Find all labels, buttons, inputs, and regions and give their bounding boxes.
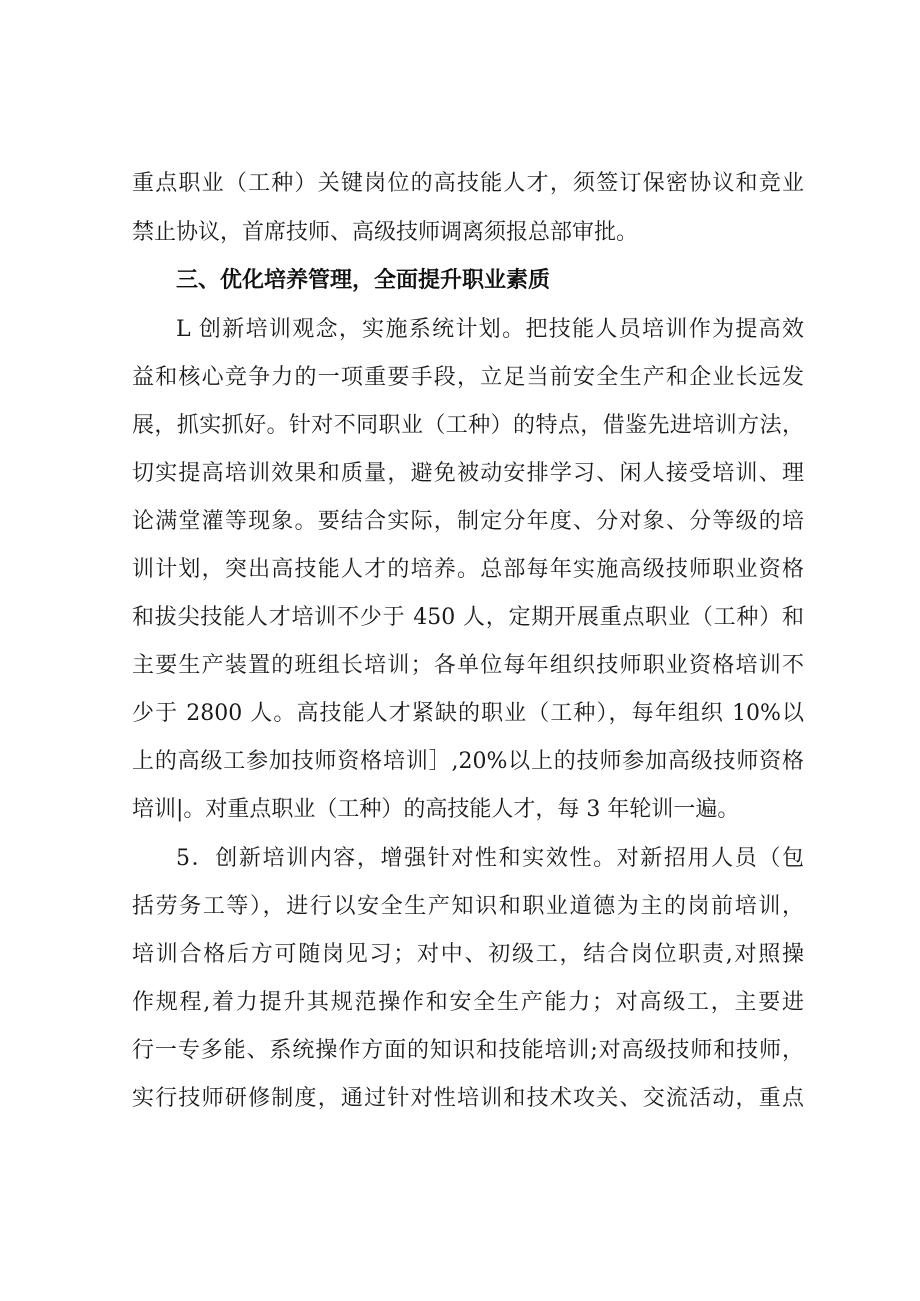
text-line: 禁止协议，首席技师、高级技师调离须报总部审批。 [132, 220, 639, 245]
text-line: 培训合格后方可随岗见习；对中、初级工，结合岗位职责,对照操 [132, 942, 804, 967]
text-line: 培训|。对重点职业（工种）的高技能人才，每 3 年轮训一遍。 [132, 797, 740, 822]
text-line: 论满堂灌等现象。要结合实际，制定分年度、分对象、分等级的培 [132, 509, 804, 534]
text-line: 训计划，突出高技能人才的培养。总部每年实施高级技师职业资格 [132, 557, 804, 582]
text-line: 行一专多能、系统操作方面的知识和技能培训;对高级技师和技师， [132, 1038, 804, 1063]
text-line: L 创新培训观念，实施系统计划。把技能人员培训作为提高效 [176, 317, 804, 342]
section-heading: 三、优化培养管理，全面提升职业素质 [176, 268, 551, 293]
text-line: 少于 2800 人。高技能人才紧缺的职业（工种），每年组织 10%以 [132, 701, 804, 726]
text-line: 重点职业（工种）关键岗位的高技能人才，须签订保密协议和竞业 [132, 171, 804, 196]
text-line: 作规程,着力提升其规范操作和安全生产能力；对高级工，主要进 [132, 990, 804, 1015]
text-line: 益和核心竞争力的一项重要手段，立足当前安全生产和企业长远发 [132, 365, 804, 390]
text-line: 5．创新培训内容，增强针对性和实效性。对新招用人员（包 [176, 846, 804, 871]
text-line: 上的高级工参加技师资格培训］,20%以上的技师参加高级技师资格 [132, 749, 804, 774]
text-line: 主要生产装置的班组长培训；各单位每年组织技师职业资格培训不 [132, 653, 804, 678]
text-line: 括劳务工等），进行以安全生产知识和职业道德为主的岗前培训， [132, 894, 804, 919]
text-line: 实行技师研修制度，通过针对性培训和技术攻关、交流活动，重点 [132, 1086, 804, 1111]
text-line: 展，抓实抓好。针对不同职业（工种）的特点，借鉴先进培训方法， [132, 413, 804, 438]
text-line: 和拔尖技能人才培训不少于 450 人，定期开展重点职业（工种）和 [132, 605, 804, 630]
text-line: 切实提高培训效果和质量，避免被动安排学习、闲人接受培训、理 [132, 461, 804, 486]
